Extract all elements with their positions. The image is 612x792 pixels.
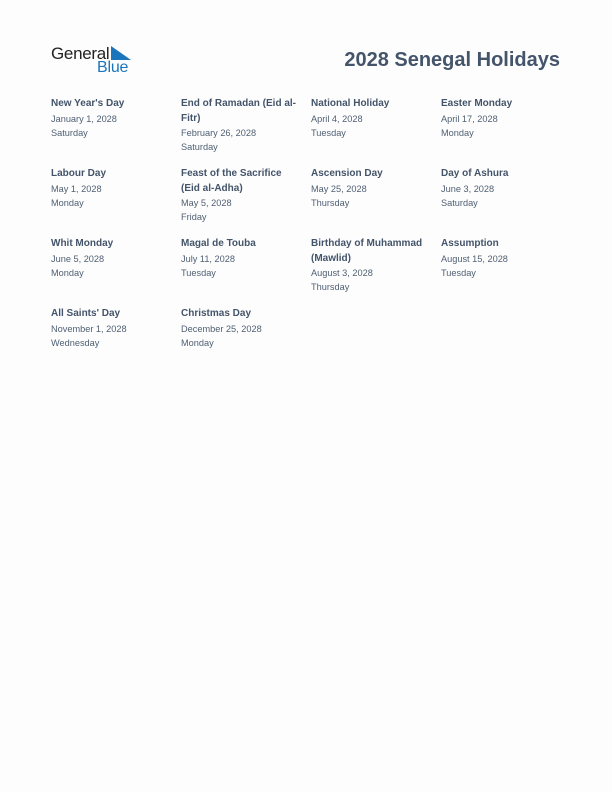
- holiday-date: April 17, 2028: [441, 113, 498, 124]
- holiday-item: [51, 237, 173, 280]
- logo: [51, 44, 141, 78]
- holiday-name: New Year's Day: [51, 98, 125, 109]
- holiday-weekday: Monday: [181, 337, 214, 348]
- holiday-date: August 3, 2028: [311, 268, 373, 278]
- holiday-date: February 26, 2028: [181, 128, 257, 138]
- holiday-date: July 11, 2028: [181, 253, 235, 264]
- holiday-item: [311, 237, 433, 294]
- logo-blue-text: Blue: [97, 59, 129, 76]
- holiday-item: [181, 97, 303, 154]
- holiday-name: Magal de Touba: [181, 238, 256, 249]
- holiday-weekday: Saturday: [181, 142, 218, 152]
- holiday-item: [51, 307, 173, 350]
- logo-triangle-icon: [111, 46, 131, 60]
- holiday-weekday: Monday: [51, 197, 84, 208]
- holiday-name: Assumption: [441, 238, 499, 249]
- holiday-item: [441, 167, 563, 210]
- holiday-date: June 3, 2028: [441, 183, 495, 194]
- holiday-name: Feast of the Sacrifice (Eid al-Adha): [181, 168, 282, 194]
- holiday-name: Birthday of Muhammad (Mawlid): [311, 238, 423, 264]
- holiday-name: All Saints' Day: [51, 308, 121, 319]
- holiday-date: June 5, 2028: [51, 253, 105, 264]
- holiday-weekday: Tuesday: [181, 267, 216, 278]
- holiday-name: Whit Monday: [51, 238, 114, 249]
- holiday-item: [51, 97, 173, 140]
- holiday-date: December 25, 2028: [181, 323, 262, 334]
- holiday-date: May 5, 2028: [181, 198, 232, 208]
- holiday-name: Labour Day: [51, 168, 107, 179]
- holiday-weekday: Friday: [181, 212, 207, 222]
- logo-general-text: General: [51, 44, 110, 63]
- holiday-item: [51, 167, 173, 210]
- holiday-weekday: Thursday: [311, 197, 350, 208]
- holiday-weekday: Tuesday: [441, 267, 476, 278]
- holiday-name: Day of Ashura: [441, 168, 509, 179]
- holiday-date: January 1, 2028: [51, 113, 117, 124]
- holiday-weekday: Saturday: [441, 197, 478, 208]
- holiday-weekday: Tuesday: [311, 127, 346, 138]
- holiday-name: Christmas Day: [181, 308, 252, 319]
- holiday-item: [441, 97, 563, 140]
- holiday-name: National Holiday: [311, 98, 390, 109]
- page-title: 2028 Senegal Holidays: [344, 49, 560, 71]
- holiday-item: [311, 97, 433, 140]
- holiday-weekday: Monday: [441, 127, 474, 138]
- holiday-date: May 1, 2028: [51, 183, 102, 194]
- holiday-weekday: Monday: [51, 267, 84, 278]
- holiday-name: End of Ramadan (Eid al-Fitr): [181, 98, 297, 124]
- holiday-weekday: Wednesday: [51, 337, 100, 348]
- holiday-item: [181, 237, 303, 280]
- holiday-item: [181, 307, 303, 350]
- holiday-weekday: Thursday: [311, 282, 350, 292]
- holiday-date: May 25, 2028: [311, 183, 367, 194]
- holiday-item: [441, 237, 563, 280]
- holiday-date: April 4, 2028: [311, 113, 363, 124]
- holiday-weekday: Saturday: [51, 127, 88, 138]
- holiday-item: [181, 167, 303, 224]
- holiday-date: August 15, 2028: [441, 253, 508, 264]
- holiday-name: Ascension Day: [311, 168, 383, 179]
- holiday-date: November 1, 2028: [51, 323, 127, 334]
- holiday-item: [311, 167, 433, 210]
- holiday-name: Easter Monday: [441, 98, 513, 109]
